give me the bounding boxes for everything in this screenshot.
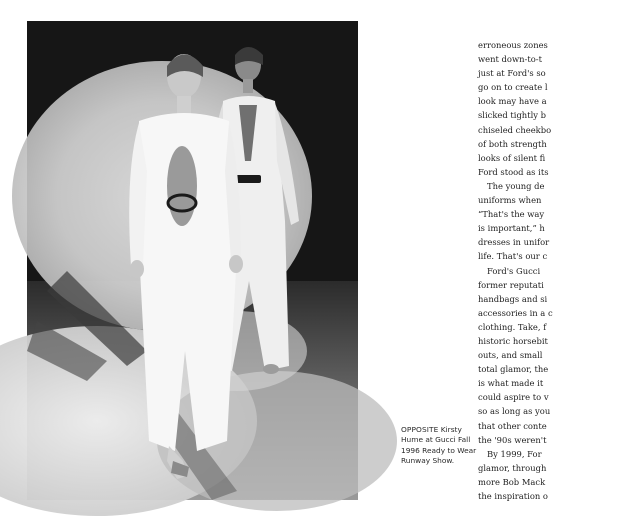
body-text-line: just at Ford's so (478, 68, 546, 79)
body-text-line: Ford's Gucci (487, 265, 541, 276)
body-text-line: look may have a (478, 96, 547, 107)
body-text-line: is important,” h (478, 223, 545, 234)
body-text-line: “That's the way (478, 209, 545, 220)
photo-caption (401, 425, 481, 467)
body-text-line: is what made it (478, 378, 544, 389)
body-text-line: Ford stood as its (478, 166, 549, 177)
runway-photo (27, 21, 358, 500)
body-text (478, 38, 638, 503)
body-text-line: glamor, through (478, 462, 547, 473)
body-text-line: the '90s weren't (478, 434, 547, 445)
body-text-line: slicked tightly b (478, 110, 546, 121)
body-text-line: historic horsebit (478, 335, 548, 346)
body-text-line: of both strength (478, 138, 547, 149)
body-text-line: clothing. Take, f (478, 321, 547, 332)
body-text-line: handbags and si (478, 293, 548, 304)
body-text-line: chiseled cheekbo (478, 124, 552, 135)
body-text-line: outs, and small (478, 350, 543, 361)
body-text-column (478, 38, 553, 501)
body-text-line: uniforms when (478, 195, 542, 206)
body-text-line: dresses in unifor (478, 237, 550, 248)
body-text-line: that other conte (478, 420, 547, 431)
body-text-line: By 1999, For (487, 448, 542, 459)
body-text-line: could aspire to v (478, 392, 549, 403)
body-text-line: went down-to-t (478, 54, 542, 65)
body-text-line: more Bob Mack (478, 476, 546, 487)
body-text-line: life. That's our c (478, 251, 548, 262)
runway-photo-image (27, 21, 358, 500)
body-text-line: so as long as you (478, 406, 551, 417)
body-text-line: the inspiration o (478, 491, 548, 501)
caption-lead: OPPOSITE (401, 425, 439, 434)
body-text-line: erroneous zones (478, 40, 548, 50)
body-text-line: accessories in a c (478, 307, 553, 318)
caption-line: Kirsty (440, 425, 462, 434)
caption-line: 1996 Ready to Wear (401, 445, 477, 455)
body-text-line: former reputati (478, 279, 544, 290)
caption-line: Hume at Gucci Fall (401, 435, 471, 445)
body-text-line: The young de (487, 180, 545, 191)
body-text-line: go on to create l (478, 82, 548, 93)
body-text-line: looks of silent fi (478, 152, 546, 163)
caption-line: Runway Show. (401, 456, 455, 466)
body-text-line: total glamor, the (478, 364, 549, 375)
